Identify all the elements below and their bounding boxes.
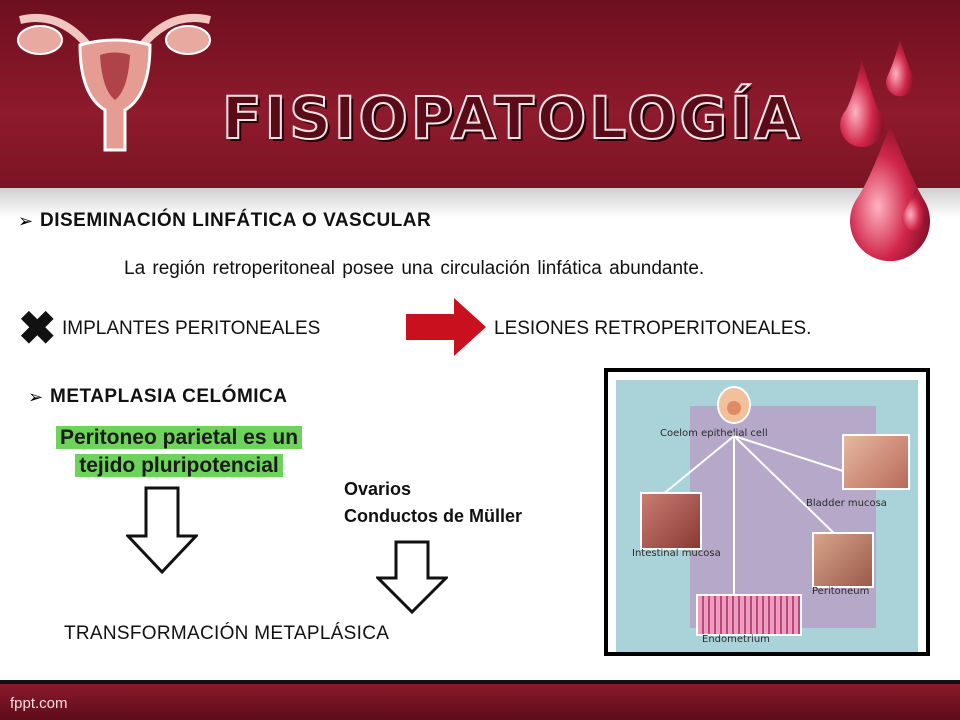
bladder-tissue-image [842, 434, 910, 490]
uterus-illustration [0, 0, 230, 170]
heading-dissemination: DISEMINACIÓN LINFÁTICA O VASCULAR [40, 210, 432, 231]
peritoneal-implants-label: IMPLANTES PERITONEALES [62, 318, 321, 339]
mullerian-ducts-label: Conductos de Müller [344, 506, 523, 526]
retroperitoneal-lesions-label: LESIONES RETROPERITONEALES. [494, 318, 812, 339]
down-arrow-icon [376, 540, 448, 614]
highlight-line-2: tejido pluripotencial [75, 454, 283, 477]
footer-brand[interactable]: fppt.com [10, 695, 68, 712]
diagram-background [616, 380, 918, 652]
intestinal-mucosa-label: Intestinal mucosa [632, 548, 721, 559]
ovaries-label: Ovarios [344, 479, 412, 499]
coelomic-diagram [604, 368, 930, 656]
endometrium-tissue-image [696, 594, 802, 636]
intestinal-tissue-image [640, 492, 702, 550]
cross-icon: ✖ [18, 302, 57, 354]
lymphatic-paragraph: La región retroperitoneal posee una circulación linfática abundante. [124, 258, 705, 279]
bullet-metaplasia [28, 386, 288, 408]
heading-metaplasia: METAPLASIA CELÓMICA [50, 386, 288, 407]
bullet-arrow-icon: ➢ [28, 386, 44, 407]
bullet-arrow-icon: ➢ [18, 210, 34, 231]
page-title: FISIOPATOLOGÍA [222, 84, 803, 152]
bladder-mucosa-label: Bladder mucosa [806, 498, 887, 509]
red-arrow-icon [406, 298, 486, 356]
highlight-box [48, 424, 310, 482]
endometrium-label: Endometrium [702, 634, 770, 645]
origin-text [344, 476, 522, 530]
peritoneum-label: Peritoneum [812, 586, 870, 597]
down-arrow-icon [126, 486, 198, 574]
blood-drops-illustration [820, 40, 960, 270]
coelom-cell-label: Coelom epithelial cell [660, 428, 768, 439]
highlight-line-1: Peritoneo parietal es un [56, 426, 302, 449]
metaplastic-transformation-label: TRANSFORMACIÓN METAPLÁSICA [64, 623, 390, 644]
peritoneum-tissue-image [812, 532, 874, 588]
footer-band [0, 684, 960, 720]
bullet-dissemination [18, 210, 431, 232]
